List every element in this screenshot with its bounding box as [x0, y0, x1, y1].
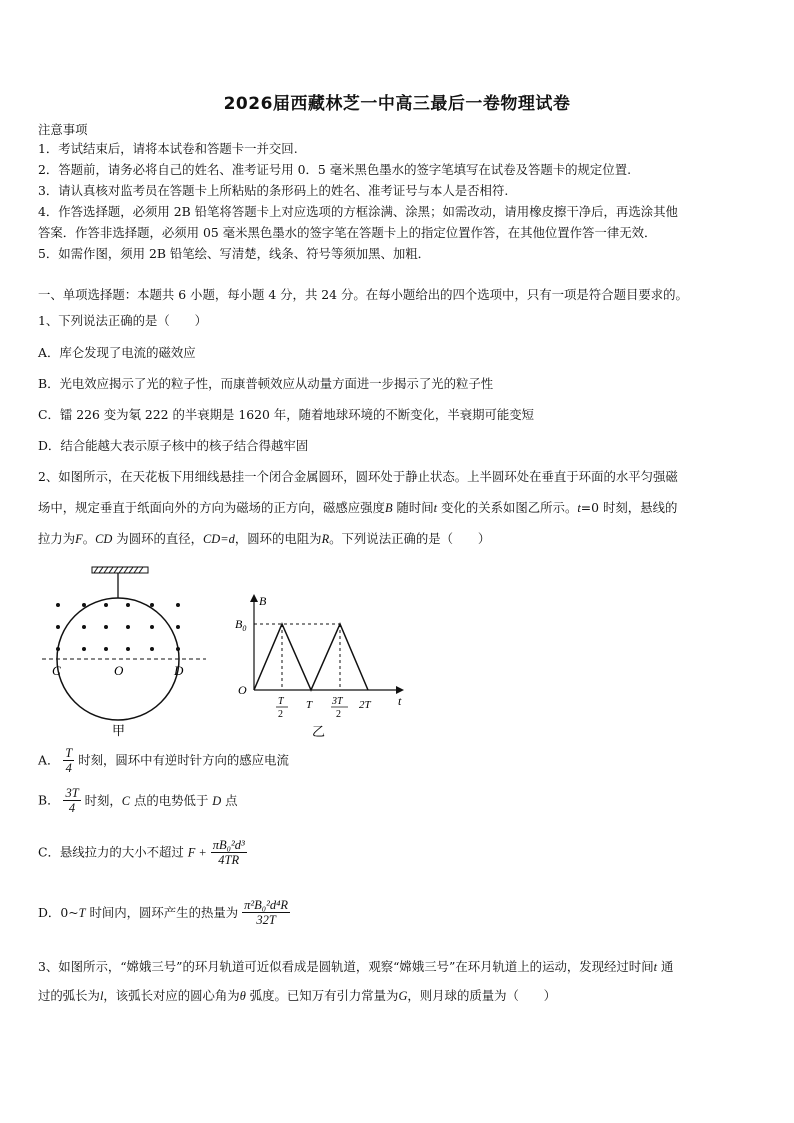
origin-label: O: [238, 683, 247, 697]
q2-option-c: C．悬线拉力的大小不超过 F + $\frac{\text{πB₀²d³}}{4TR}$: [38, 838, 245, 867]
metal-ring: [57, 598, 179, 720]
label-c: C: [52, 663, 61, 678]
q1-option-a: A．库仑发现了电流的磁效应: [38, 345, 196, 360]
notice-heading: 注意事项: [38, 122, 88, 137]
magnetic-field-dots: [56, 603, 180, 651]
notice-item-3: 3．请认真核对监考员在答题卡上所粘贴的条形码上的姓名、准考证号与本人是否相符.: [38, 183, 509, 198]
y-axis-arrow: [250, 594, 258, 602]
q1-stem: 1、下列说法正确的是（ ）: [38, 313, 207, 328]
q2-option-b: B． $\frac{3T}{4}$ 时刻，C 点的电势低于 D 点: [38, 786, 238, 815]
svg-text:2: 2: [278, 709, 283, 720]
section-heading: 一、单项选择题：本题共 6 小题，每小题 4 分，共 24 分。在每小题给出的四个选项中，只有一项是符合题目要求的。: [38, 287, 688, 302]
tick-2t: 2T: [359, 699, 371, 711]
q2-line-2: 场中，规定垂直于纸面向外的方向为磁场的正方向，磁感应强度B 随时间t 变化的关系如图乙所示。t=0 时刻，悬线的: [38, 500, 678, 515]
svg-text:T: T: [278, 696, 284, 707]
figure-jia: [40, 563, 210, 741]
b-t-curve: [254, 624, 368, 690]
q3-line-1: 3、如图所示，“嫦娥三号”的环月轨道可近似看成是圆轨道，观察“嫦娥三号”在环月轨道上的运动，发现经过时间t 通: [38, 959, 674, 974]
caption-jia: 甲: [112, 723, 126, 738]
b0-label: $B_0$: [235, 617, 247, 633]
q1-option-d: D．结合能越大表示原子核中的核子结合得越牢固: [38, 438, 309, 453]
notice-item-4-cont: 答案．作答非选择题，必须用 05 毫米黑色墨水的签字笔在答题卡上的指定位置作答，在其他位置作答一律无效．: [38, 225, 657, 240]
q2-option-d: D．0~T 时间内，圆环产生的热量为 $\frac{\text{π²B₀²d⁴R}}{32T}$: [38, 898, 289, 927]
caption-yi: 乙: [312, 724, 326, 739]
label-o: O: [114, 663, 124, 678]
notice-item-4: 4．作答选择题，必须用 2B 铅笔将答题卡上对应选项的方框涂满、涂黑；如需改动，请用橡皮擦干净后，再选涂其他: [38, 204, 678, 219]
q1-option-b: B．光电效应揭示了光的粒子性，而康普顿效应从动量方面进一步揭示了光的粒子性: [38, 376, 494, 391]
x-axis-label: t: [398, 694, 402, 708]
figure-yi-graph: [228, 590, 408, 740]
tick-t: T: [306, 699, 313, 711]
q2-option-a: A． $\frac{T}{4}$ 时刻，圆环中有逆时针方向的感应电流: [38, 746, 289, 775]
svg-text:2: 2: [336, 709, 341, 720]
tick-3t-half: [331, 696, 348, 720]
notice-item-5: 5．如需作图，须用 2B 铅笔绘、写清楚，线条、符号等须加黑、加粗．: [38, 246, 431, 261]
tick-t-half: [276, 696, 288, 720]
q3-line-2: 过的弧长为l，该弧长对应的圆心角为θ 弧度。已知万有引力常量为G，则月球的质量为（ ）: [38, 988, 557, 1003]
y-axis-label: B: [259, 594, 267, 608]
q2-line-1: 2、如图所示，在天花板下用细线悬挂一个闭合金属圆环，圆环处于静止状态。上半圆环处在垂直于环面的水平匀强磁: [38, 469, 678, 484]
notice-item-2: 2．答题前，请务必将自己的姓名、准考证号用 0．5 毫米黑色墨水的签字笔填写在试卷及答题卡的规定位置.: [38, 162, 632, 177]
q2-line-3: 拉力为F。CD 为圆环的直径，CD=d，圆环的电阻为R。下列说法正确的是（ ）: [38, 531, 491, 546]
x-axis-arrow: [396, 686, 404, 694]
label-d: D: [174, 663, 184, 678]
q1-option-c: C．镭 226 变为氡 222 的半衰期是 1620 年，随着地球环境的不断变化，半衰期可能变短: [38, 407, 535, 422]
svg-text:3T: 3T: [332, 696, 343, 707]
exam-title: 2026届西藏林芝一中高三最后一卷物理试卷: [223, 94, 571, 114]
notice-item-1: 1．考试结束后，请将本试卷和答题卡一并交回.: [38, 141, 298, 156]
